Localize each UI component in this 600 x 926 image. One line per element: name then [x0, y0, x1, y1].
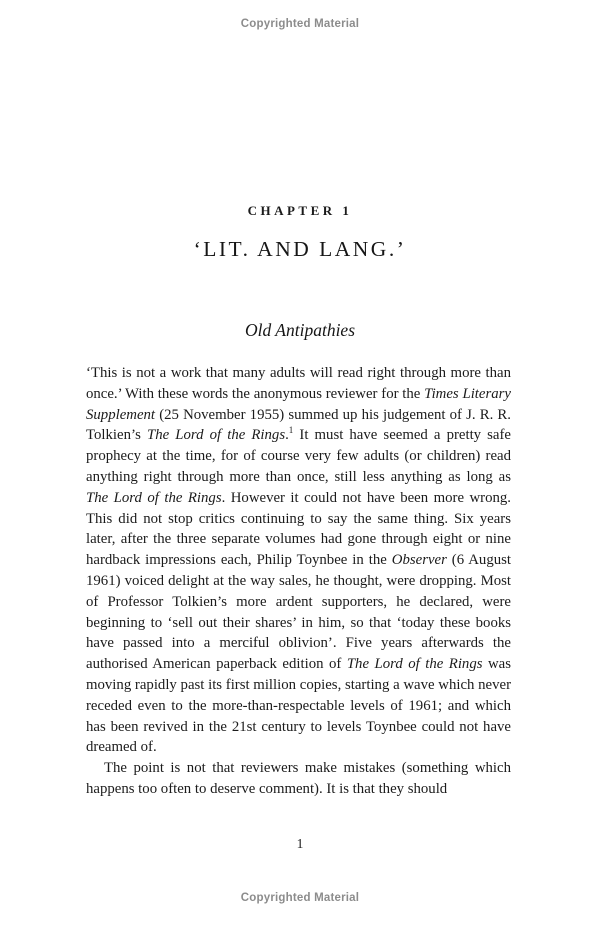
text-segment: (6 August 1961) voiced delight at the way sales, he thought, were dropping. Most of Professor Tolkien’s more ardent supporters, he declared, were beginning to ‘sell out their shares’ in him, so that ‘today these books have passed into a merciful oblivion’. Five years afterwards the authorised American paperback edition of	[86, 552, 511, 673]
copyright-watermark-top: Copyrighted Material	[240, 18, 360, 30]
chapter-title: ‘LIT. AND LANG.’	[193, 237, 407, 261]
italic-text: The Lord of the Rings	[86, 489, 222, 506]
text-segment: The point is not that reviewers make mistakes (something which happens too often to deserve comment). It is that they should	[86, 760, 511, 797]
paragraph	[86, 758, 511, 800]
text-segment: ‘This is not a work that many adults will read right through more than once.’ With these words the anonymous reviewer for the	[86, 365, 511, 402]
text-segment: . However it could not have been more wrong. This did not stop critics continuing to say the same thing. Six years later, after the three separate volumes had gone through eight or nine hardback impressions each, Philip Toynbee in the	[86, 489, 511, 569]
paragraph	[86, 363, 511, 758]
italic-text: Observer	[391, 552, 447, 569]
section-title: Old Antipathies	[244, 320, 356, 340]
italic-text: Times Literary Supplement	[86, 385, 511, 423]
text-segment: It must have seemed a pretty safe prophecy at the time, for of course very few adults (or children) read anything right through more than once, still less anything as long as	[86, 427, 511, 485]
body-text	[86, 363, 511, 800]
italic-text: The Lord of the Rings	[346, 656, 483, 673]
text-segment: (25 November 1955) summed up his judgement of J. R. R. Tolkien’s	[86, 406, 511, 444]
italic-text: The Lord of the Rings	[146, 427, 286, 444]
text-segment: .	[285, 427, 289, 444]
chapter-label: CHAPTER 1	[247, 203, 353, 218]
page-number: 1	[296, 836, 304, 851]
text-segment: was moving rapidly past its first million copies, starting a wave which never receded even to the more-than-respectable levels of 1961; and which has been revived in the 21st century to levels Toynbee could not have dreamed of.	[86, 656, 511, 756]
copyright-watermark-bottom: Copyrighted Material	[240, 892, 360, 904]
footnote-marker: 1	[288, 425, 294, 436]
